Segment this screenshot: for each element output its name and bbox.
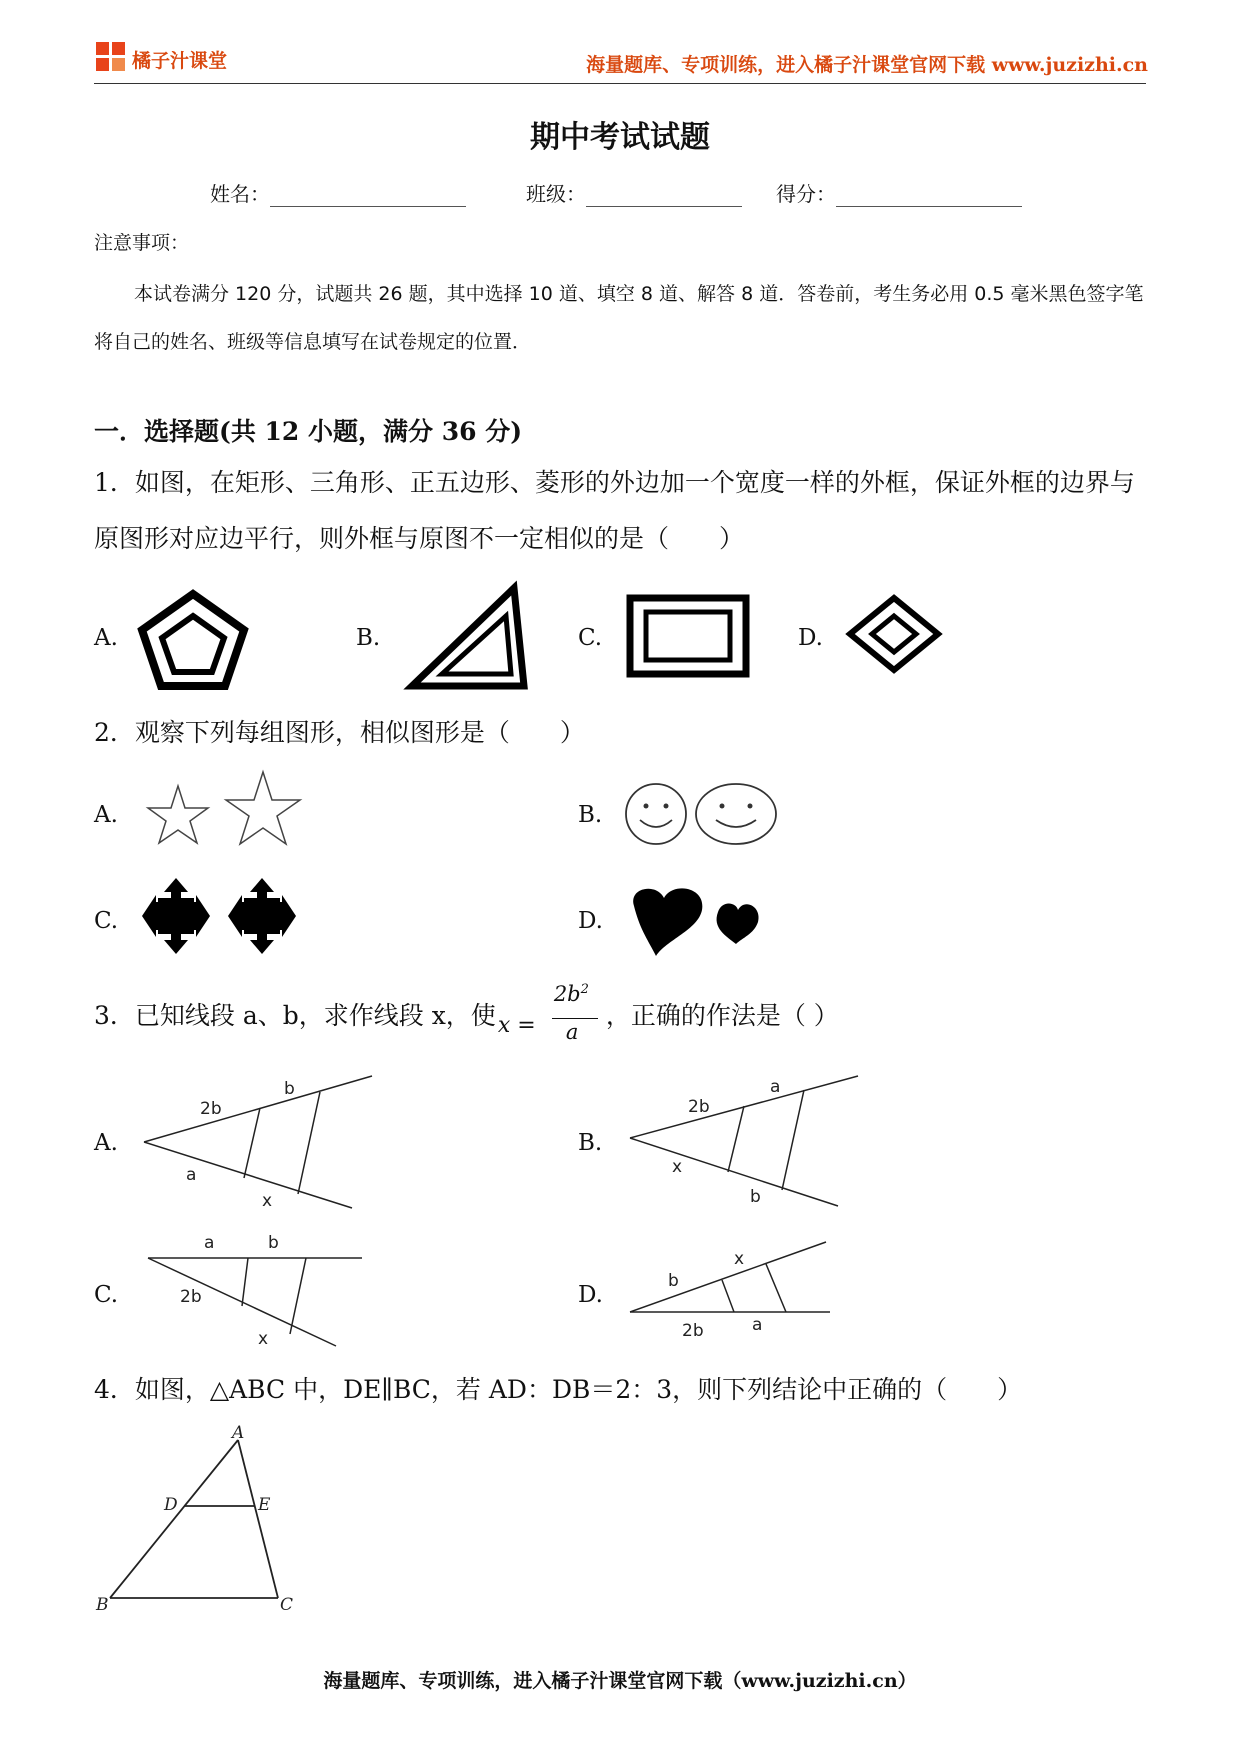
svg-text:a: a (204, 1233, 215, 1253)
q3-option-b[interactable]: B. (578, 1130, 603, 1156)
svg-text:2b: 2b (200, 1099, 222, 1119)
smileys-figure (622, 782, 782, 846)
q1-option-a[interactable]: A. (94, 625, 118, 651)
svg-text:x: x (734, 1249, 745, 1269)
four-arrow-icon (228, 878, 296, 954)
class-label: 班级： (526, 182, 586, 206)
svg-text:a: a (752, 1315, 763, 1335)
four-arrow-icon (142, 878, 210, 954)
svg-text:b: b (268, 1233, 279, 1253)
svg-text:b: b (750, 1187, 761, 1207)
q2-option-b[interactable]: B. (578, 802, 603, 828)
q1-option-c[interactable]: C. (578, 625, 603, 651)
q3-option-c[interactable]: C. (94, 1282, 119, 1308)
q1-option-d[interactable]: D. (798, 625, 823, 651)
page-footer: 海量题库、专项训练，进入橘子汁课堂官网下载（www.juzizhi.cn） (323, 1670, 917, 1692)
pentagon-frame-figure (138, 588, 248, 688)
svg-text:B: B (96, 1595, 109, 1615)
stars-figure (140, 768, 300, 852)
q3-figure-a (140, 1070, 380, 1210)
svg-text:2b: 2b (682, 1321, 704, 1341)
star-icon (226, 772, 300, 844)
q3-option-a[interactable]: A. (94, 1130, 118, 1156)
q3-option-d[interactable]: D. (578, 1282, 603, 1308)
triangle-frame-figure (408, 580, 528, 692)
svg-text:E: E (258, 1495, 271, 1515)
score-field[interactable] (776, 178, 1022, 207)
notes-text: 本试卷满分 120 分，试题共 26 题，其中选择 10 道、填空 8 道、解答 8 道．答卷前，考生务必用 0.5 毫米黑色签字笔将自己的姓名、班级等信息填写在试卷规定的位置． (94, 283, 1144, 353)
svg-text:b: b (284, 1079, 295, 1099)
rectangle-frame-figure (626, 594, 750, 678)
svg-text:x: x (258, 1329, 269, 1349)
formula: x = $2b^2$ a (496, 990, 606, 1046)
header-divider (94, 83, 1146, 84)
svg-text:a: a (186, 1165, 197, 1185)
star-icon (148, 786, 208, 843)
svg-text:b: b (668, 1271, 679, 1291)
q1-option-b[interactable]: B. (356, 625, 381, 651)
name-label: 姓名： (210, 182, 270, 206)
q2-option-d[interactable]: D. (578, 908, 603, 934)
q3-figure-d (626, 1236, 856, 1346)
q3-figure-b (626, 1070, 866, 1210)
name-field[interactable] (210, 178, 466, 207)
q2-option-c[interactable]: C. (94, 908, 119, 934)
q3-figure-c (140, 1228, 380, 1352)
heart-icon (717, 904, 759, 945)
header-slogan: 海量题库、专项训练，进入橘子汁课堂官网下载 www.juzizhi.cn (586, 54, 1148, 76)
page-title: 期中考试试题 (530, 120, 710, 155)
rhombus-frame-figure (846, 594, 942, 674)
svg-text:x: x (262, 1191, 273, 1211)
notes-heading: 注意事项： (94, 232, 190, 254)
svg-text:C: C (280, 1595, 294, 1615)
smiley-icon (626, 784, 686, 844)
score-label: 得分： (776, 182, 836, 206)
arrow-crosses-figure (140, 876, 310, 956)
class-field[interactable] (526, 178, 742, 207)
svg-text:A: A (232, 1423, 245, 1443)
svg-text:x: x (672, 1157, 683, 1177)
q4-triangle-figure (96, 1423, 306, 1616)
question-1-text: 1．如图，在矩形、三角形、正五边形、菱形的外边加一个宽度一样的外框，保证外框的边界与原图形对应边平行，则外框与原图不一定相似的是（ ） (94, 468, 1135, 553)
svg-text:2b: 2b (688, 1097, 710, 1117)
section-title: 一．选择题(共 12 小题，满分 36 分) (94, 417, 523, 446)
svg-text:2b: 2b (180, 1287, 202, 1307)
brand-name: 橘子汁课堂 (132, 50, 228, 72)
question-3-text: 3．已知线段 a、b，求作线段 x，使 x = $2b^2$ a ，正确的作法是（ ） (94, 981, 839, 1044)
question-4-text: 4．如图，△ABC 中，DE∥BC，若 AD：DB＝2：3，则下列结论中正确的（ ） (94, 1375, 1023, 1404)
logo-icon (96, 42, 126, 72)
smiley-icon (696, 784, 776, 844)
heart-icon (633, 888, 702, 956)
svg-text:a: a (770, 1077, 781, 1097)
question-2-text: 2．观察下列每组图形，相似图形是（ ） (94, 718, 585, 747)
hearts-figure (626, 884, 766, 956)
q2-option-a[interactable]: A. (94, 802, 118, 828)
svg-text:D: D (164, 1495, 178, 1515)
